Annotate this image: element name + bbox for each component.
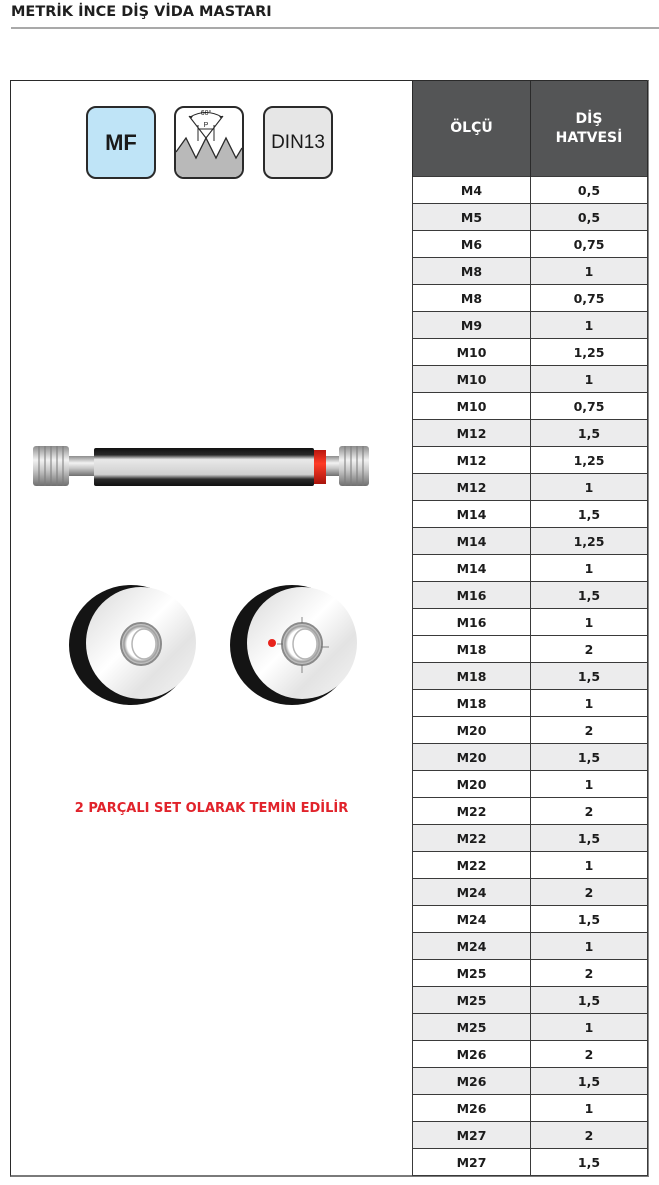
size-cell: M8	[413, 285, 531, 312]
pitch-label: P	[203, 122, 209, 129]
pitch-cell: 1	[531, 555, 648, 582]
pitch-cell: 1,5	[531, 501, 648, 528]
table-row	[413, 609, 648, 636]
size-cell: M4	[413, 177, 531, 204]
pitch-cell: 1,5	[531, 1068, 648, 1095]
pitch-cell: 0,75	[531, 393, 648, 420]
size-cell: M6	[413, 231, 531, 258]
pitch-cell: 2	[531, 960, 648, 987]
pitch-cell: 1	[531, 312, 648, 339]
size-cell: M10	[413, 339, 531, 366]
size-cell: M24	[413, 933, 531, 960]
table-row	[413, 1014, 648, 1041]
table-row	[413, 663, 648, 690]
size-cell: M18	[413, 636, 531, 663]
size-cell: M25	[413, 987, 531, 1014]
size-cell: M8	[413, 258, 531, 285]
pitch-cell: 2	[531, 1122, 648, 1149]
thread-pitch-table	[412, 81, 648, 1176]
size-cell: M24	[413, 906, 531, 933]
title-divider	[11, 27, 659, 29]
din-badge	[263, 106, 333, 179]
table-row	[413, 312, 648, 339]
pitch-cell: 0,75	[531, 231, 648, 258]
pitch-cell: 1	[531, 609, 648, 636]
pitch-cell: 0,5	[531, 177, 648, 204]
pitch-cell: 1,5	[531, 906, 648, 933]
table-row	[413, 339, 648, 366]
table-row	[413, 177, 648, 204]
table-row	[413, 447, 648, 474]
pitch-cell: 2	[531, 636, 648, 663]
din-label: DIN13	[271, 131, 325, 153]
table-row	[413, 285, 648, 312]
table-row	[413, 1041, 648, 1068]
table-row	[413, 798, 648, 825]
thread-plug-gauge-image	[33, 436, 373, 500]
pitch-cell: 1,5	[531, 825, 648, 852]
table-row	[413, 1149, 648, 1176]
column-header-pitch: DİŞ HATVESİ	[531, 81, 648, 177]
table-row	[413, 393, 648, 420]
size-cell: M12	[413, 474, 531, 501]
table-row	[413, 258, 648, 285]
table-row	[413, 366, 648, 393]
table-row	[413, 204, 648, 231]
page-title: METRİK İNCE DİŞ VİDA MASTARI	[11, 4, 272, 20]
table-row	[413, 744, 648, 771]
pitch-cell: 1	[531, 474, 648, 501]
size-cell: M14	[413, 555, 531, 582]
table-row	[413, 420, 648, 447]
size-cell: M12	[413, 447, 531, 474]
size-cell: M14	[413, 528, 531, 555]
mf-badge	[86, 106, 156, 179]
table-row	[413, 1068, 648, 1095]
table-row	[413, 555, 648, 582]
pitch-cell: 1	[531, 690, 648, 717]
pitch-cell: 1	[531, 1095, 648, 1122]
pitch-cell: 1	[531, 933, 648, 960]
pitch-cell: 1	[531, 771, 648, 798]
pitch-cell: 1	[531, 1014, 648, 1041]
table-row	[413, 879, 648, 906]
angle-label: 60°	[200, 110, 212, 117]
mf-label: MF	[105, 129, 137, 155]
table-row	[413, 1122, 648, 1149]
pitch-cell: 1	[531, 852, 648, 879]
size-cell: M14	[413, 501, 531, 528]
pitch-cell: 1,5	[531, 987, 648, 1014]
size-cell: M12	[413, 420, 531, 447]
pitch-cell: 2	[531, 1041, 648, 1068]
pitch-cell: 1,5	[531, 663, 648, 690]
pitch-cell: 1	[531, 258, 648, 285]
pitch-cell: 2	[531, 717, 648, 744]
pitch-cell: 1,5	[531, 420, 648, 447]
ring-gauges-image	[69, 581, 369, 715]
size-cell: M22	[413, 825, 531, 852]
thread-profile-icon	[174, 106, 244, 179]
size-cell: M18	[413, 690, 531, 717]
table-body	[413, 177, 648, 1176]
pitch-cell: 1,5	[531, 744, 648, 771]
size-cell: M20	[413, 744, 531, 771]
table-row	[413, 1095, 648, 1122]
table-row	[413, 933, 648, 960]
size-cell: M25	[413, 1014, 531, 1041]
table-row	[413, 231, 648, 258]
pitch-cell: 1	[531, 366, 648, 393]
table-row	[413, 528, 648, 555]
pitch-cell: 1,25	[531, 447, 648, 474]
size-cell: M10	[413, 393, 531, 420]
pitch-cell: 1,5	[531, 1149, 648, 1176]
table-row	[413, 852, 648, 879]
table-row	[413, 960, 648, 987]
size-cell: M25	[413, 960, 531, 987]
pitch-cell: 1,5	[531, 582, 648, 609]
table-row	[413, 771, 648, 798]
size-cell: M27	[413, 1149, 531, 1176]
go-ring-gauge	[69, 585, 196, 705]
size-cell: M24	[413, 879, 531, 906]
table-row	[413, 825, 648, 852]
size-cell: M26	[413, 1068, 531, 1095]
size-cell: M16	[413, 609, 531, 636]
table-row	[413, 717, 648, 744]
size-cell: M20	[413, 771, 531, 798]
column-header-size: ÖLÇÜ	[413, 81, 531, 177]
set-note: 2 PARÇALI SET OLARAK TEMİN EDİLİR	[74, 801, 349, 816]
pitch-cell: 0,75	[531, 285, 648, 312]
table-row	[413, 501, 648, 528]
nogo-ring-gauge	[230, 585, 357, 705]
size-cell: M27	[413, 1122, 531, 1149]
pitch-cell: 1,25	[531, 528, 648, 555]
pitch-cell: 2	[531, 879, 648, 906]
pitch-cell: 0,5	[531, 204, 648, 231]
table-row	[413, 582, 648, 609]
pitch-cell: 1,25	[531, 339, 648, 366]
size-cell: M10	[413, 366, 531, 393]
table-header-row	[413, 81, 648, 177]
table-row	[413, 906, 648, 933]
size-cell: M9	[413, 312, 531, 339]
product-panel	[11, 81, 412, 1176]
size-cell: M18	[413, 663, 531, 690]
size-cell: M16	[413, 582, 531, 609]
table-row	[413, 474, 648, 501]
table-row	[413, 987, 648, 1014]
pitch-cell: 2	[531, 798, 648, 825]
size-cell: M26	[413, 1041, 531, 1068]
size-cell: M22	[413, 798, 531, 825]
size-cell: M26	[413, 1095, 531, 1122]
size-cell: M20	[413, 717, 531, 744]
table-row	[413, 690, 648, 717]
size-cell: M22	[413, 852, 531, 879]
table-row	[413, 636, 648, 663]
size-cell: M5	[413, 204, 531, 231]
